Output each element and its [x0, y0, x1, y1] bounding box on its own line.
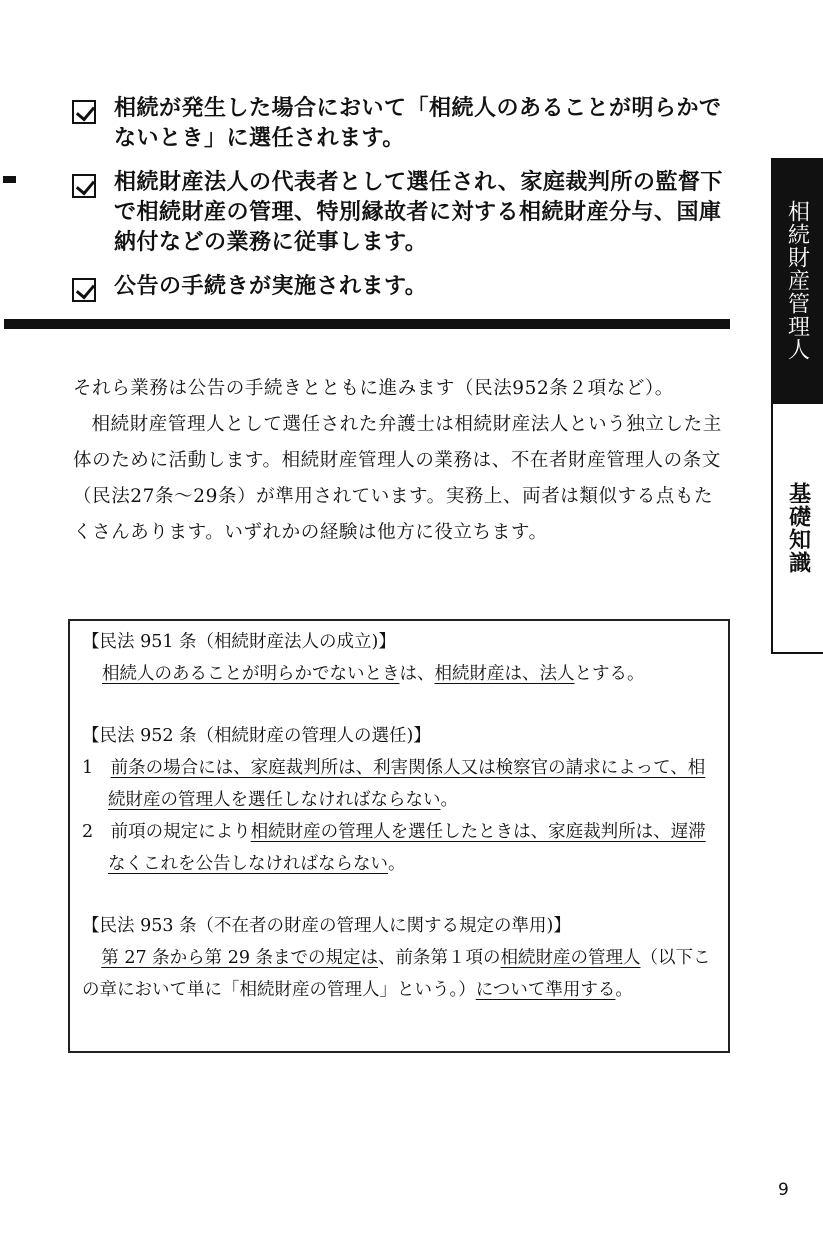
checkbox-icon [72, 174, 96, 198]
side-tab-active [771, 158, 823, 404]
article-text: 相続人のあることが明らかでないときは、相続財産は、法人とする。 [102, 664, 645, 684]
check-item-text: 公告の手続きが実施されます。 [114, 274, 428, 299]
check-item [72, 272, 732, 302]
check-item [72, 94, 732, 154]
check-item [72, 168, 732, 258]
article-paragraph: 1 前条の場合には、家庭裁判所は、利害関係人又は検察官の請求によって、相続財産の管理人を選任しなければならない。 [82, 758, 706, 810]
check-item-text: 相続が発生した場合において「相続人のあることが明らかでないとき」に選任されます。 [114, 96, 722, 151]
side-tab-label: 基礎知識 [785, 482, 811, 574]
statute-box [68, 619, 730, 1053]
side-tab-label: 相続財産管理人 [784, 200, 810, 361]
body-text [73, 371, 730, 551]
page-number: 9 [778, 1180, 789, 1200]
section-divider [4, 319, 730, 329]
margin-mark [3, 176, 16, 183]
side-tab-inactive [771, 404, 823, 654]
article-paragraph: 2 前項の規定により相続財産の管理人を選任したときは、家庭裁判所は、遅滞なくこれを公告しなければならない。 [82, 822, 706, 874]
article-heading: 【民法 952 条（相続財産の管理人の選任)】 [82, 726, 431, 746]
article-heading: 【民法 953 条（不在者の財産の管理人に関する規定の準用)】 [82, 916, 571, 936]
checkbox-icon [72, 100, 96, 124]
check-item-text: 相続財産法人の代表者として選任され、家庭裁判所の監督下で相続財産の管理、特別縁故者に対する相続財産分与、国庫納付などの業務に従事します。 [114, 170, 723, 255]
body-paragraph: それら業務は公告の手続きとともに進みます（民法952条２項など）。 [73, 378, 674, 399]
article-heading: 【民法 951 条（相続財産法人の成立)】 [82, 632, 396, 652]
checklist [72, 94, 732, 316]
article-text: 第 27 条から第 29 条までの規定は、前条第１項の相続財産の管理人（以下この章において単に「相続財産の管理人」という。）について準用する。 [82, 948, 711, 1000]
checkbox-icon [72, 278, 96, 302]
body-paragraph: 相続財産管理人として選任された弁護士は相続財産法人という独立した主体のために活動します。相続財産管理人の業務は、不在者財産管理人の条文（民法27条〜29条）が準用されています。実務上、両者は類似する点もたくさんあります。いずれかの経験は他方に役立ちます。 [73, 414, 722, 543]
